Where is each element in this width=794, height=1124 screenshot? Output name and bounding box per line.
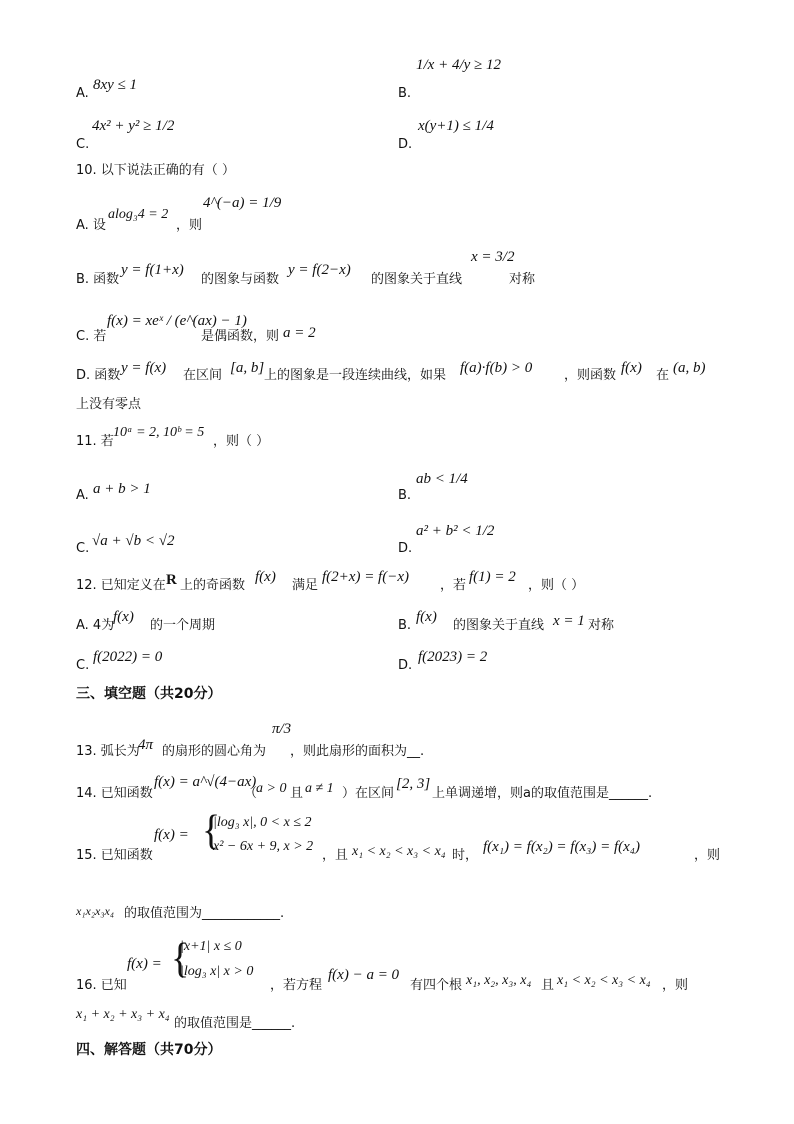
q12-mid2: 满足 — [292, 578, 319, 593]
q16-case2: |log₃ x| x > 0 — [180, 964, 254, 979]
q10-c-math: f(x) = xeˣ / (e^(ax) − 1) — [107, 313, 247, 329]
q15-line2-text: 的取值范围为____________. — [124, 906, 285, 921]
option-9a-math: 8xy ≤ 1 — [93, 77, 138, 93]
q16-line2-math: x₁ + x₂ + x₃ + x₄ — [76, 1007, 170, 1022]
q12-a-math: f(x) — [113, 609, 134, 625]
q10-c-math2: a = 2 — [283, 325, 316, 341]
q11-d-math: a² + b² < 1/2 — [416, 523, 495, 539]
q10-b-mid2: 的图象关于直线 — [371, 272, 463, 287]
q16-case1: |x+1| x ≤ 0 — [180, 939, 242, 954]
option-9d-label: D. — [398, 137, 413, 152]
q12-math2: f(2+x) = f(−x) — [322, 569, 409, 585]
q13-math2: π/3 — [272, 721, 292, 737]
q12-b-label: B. — [398, 618, 412, 633]
q14-pre: 14. 已知函数 — [76, 786, 153, 801]
q15-post: ，则 — [694, 848, 721, 863]
q15-case2: x² − 6x + 9, x > 2 — [213, 839, 314, 854]
q10-d-pre: D. 函数 — [76, 368, 121, 383]
q10-b-math2: y = f(2−x) — [288, 262, 351, 278]
q10-d-mid4: 在 — [656, 368, 670, 383]
q14-math2: a > 0 — [256, 781, 287, 796]
q11-c-label: C. — [76, 541, 90, 556]
question-10-stem: 10. 以下说法正确的有（ ） — [76, 163, 235, 178]
q11-post: ，则（ ） — [213, 434, 270, 449]
q11-b-label: B. — [398, 488, 412, 503]
q10-d-math1: y = f(x) — [121, 360, 167, 376]
q15-fx: f(x) = — [154, 827, 189, 843]
q16-line2-text: 的取值范围是______. — [174, 1016, 296, 1031]
q10-a-pre: A. 设 — [76, 218, 106, 233]
q11-pre: 11. 若 — [76, 434, 114, 449]
q11-c-math: √a + √b < √2 — [92, 533, 175, 549]
q15-mid1: ，且 — [322, 848, 349, 863]
q10-d-line2: 上没有零点 — [76, 397, 142, 412]
q12-pre: 12. 已知定义在 — [76, 578, 166, 593]
q12-c-label: C. — [76, 658, 90, 673]
q16-fx: f(x) = — [127, 956, 162, 972]
q11-a-label: A. — [76, 488, 89, 503]
q13-post: ，则此扇形的面积为__. — [290, 744, 425, 759]
q12-b-math2: x = 1 — [553, 613, 585, 629]
q12-b-mid: 的图象关于直线 — [453, 618, 545, 633]
q13-mid: 的扇形的圆心角为 — [162, 744, 267, 759]
q11-b-math: ab < 1/4 — [416, 471, 468, 487]
q15-brace: { — [202, 807, 221, 855]
q14-math3: a ≠ 1 — [305, 781, 334, 796]
option-9b-math: 1/x + 4/y ≥ 12 — [416, 57, 502, 73]
option-9b-label: B. — [398, 86, 412, 101]
q13-pre: 13. 弧长为 — [76, 744, 140, 759]
q10-d-mid2: 上的图象是一段连续曲线，如果 — [264, 368, 447, 383]
q10-d-math5: (a, b) — [673, 360, 706, 376]
q10-b-post: 对称 — [509, 272, 536, 287]
q11-a-math: a + b > 1 — [93, 481, 151, 497]
q11-d-label: D. — [398, 541, 413, 556]
q15-math2: f(x₁) = f(x₂) = f(x₃) = f(x₄) — [483, 839, 640, 855]
q12-mid3: ，若 — [440, 578, 467, 593]
q10-a-math1: alog₃4 = 2 — [108, 207, 169, 222]
q12-d-label: D. — [398, 658, 413, 673]
option-9d-math: x(y+1) ≤ 1/4 — [418, 118, 494, 134]
q12-a-post: 的一个周期 — [150, 618, 216, 633]
q15-case1: |log₃ x|, 0 < x ≤ 2 — [213, 815, 312, 830]
q14-mid1: （ — [244, 786, 258, 801]
q10-d-mid3: ，则函数 — [564, 368, 617, 383]
q12-a-pre: A. 4为 — [76, 618, 115, 633]
q10-c-mid: 是偶函数，则 — [201, 329, 280, 344]
q16-mid2: 有四个根 — [410, 978, 463, 993]
q14-post: 上单调递增，则a的取值范围是______. — [432, 786, 653, 801]
q12-b-post: 对称 — [588, 618, 615, 633]
q15-mid2: 时， — [452, 848, 479, 863]
q12-mid1: 上的奇函数 — [180, 578, 246, 593]
q12-c-math: f(2022) = 0 — [93, 649, 163, 665]
q16-mid1: ，若方程 — [270, 978, 323, 993]
q13-math1: 4π — [138, 737, 154, 753]
q16-post: ，则 — [662, 978, 689, 993]
q14-math1: f(x) = a^√(4−ax) — [154, 774, 257, 790]
q12-b-math: f(x) — [416, 609, 437, 625]
option-9a-label: A. — [76, 86, 89, 101]
q15-pre: 15. 已知函数 — [76, 848, 153, 863]
q14-math4: [2, 3] — [396, 776, 431, 792]
q14-mid2: 且 — [290, 786, 304, 801]
q10-d-math3: f(a)·f(b) > 0 — [460, 360, 533, 376]
section-4-title: 四、解答题（共70分） — [76, 1042, 222, 1058]
q12-post: ，则（ ） — [528, 578, 585, 593]
q12-math1: f(x) — [255, 569, 276, 585]
option-9c-label: C. — [76, 137, 90, 152]
q16-math2: x₁, x₂, x₃, x₄ — [466, 973, 532, 988]
q14-mid3: ）在区间 — [342, 786, 395, 801]
q16-mid3: 且 — [541, 978, 555, 993]
q12-math3: f(1) = 2 — [469, 569, 516, 585]
q10-b-math1: y = f(1+x) — [121, 262, 184, 278]
q15-math1: x₁ < x₂ < x₃ < x₄ — [352, 844, 446, 859]
q10-b-math3: x = 3/2 — [471, 249, 515, 265]
q11-math: 10ᵃ = 2, 10ᵇ = 5 — [113, 425, 205, 440]
q10-b-mid: 的图象与函数 — [201, 272, 280, 287]
q10-c-pre: C. 若 — [76, 329, 107, 344]
q15-line2-math: x₁x₂x₃x₄ — [76, 904, 114, 918]
q10-d-math2: [a, b] — [230, 360, 265, 376]
q10-d-mid1: 在区间 — [183, 368, 223, 383]
q10-a-math2: 4^(−a) = 1/9 — [203, 195, 282, 211]
q16-pre: 16. 已知 — [76, 978, 127, 993]
q16-brace: { — [171, 935, 190, 983]
q12-real-set: R — [166, 572, 177, 588]
q10-d-math4: f(x) — [621, 360, 642, 376]
q16-math1: f(x) − a = 0 — [328, 967, 400, 983]
q12-d-math: f(2023) = 2 — [418, 649, 488, 665]
option-9c-math: 4x² + y² ≥ 1/2 — [92, 118, 175, 134]
q10-b-pre: B. 函数 — [76, 272, 120, 287]
q16-math3: x₁ < x₂ < x₃ < x₄ — [557, 973, 651, 988]
section-3-title: 三、填空题（共20分） — [76, 686, 222, 702]
q10-a-mid: ，则 — [176, 218, 203, 233]
